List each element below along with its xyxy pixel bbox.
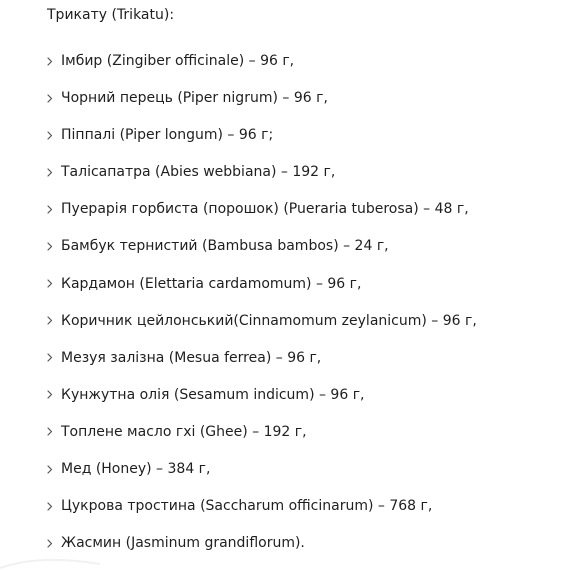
chevron-right-icon: [47, 88, 61, 108]
list-item-text: Чорний перець (Piper nigrum) – 96 г,: [61, 90, 328, 107]
chevron-right-icon: [47, 162, 61, 182]
chevron-right-icon: [47, 311, 61, 331]
chevron-right-icon: [47, 496, 61, 516]
decorative-swoosh: [0, 550, 110, 570]
ingredient-list: [47, 51, 477, 570]
list-item: [47, 199, 477, 236]
list-item-text: Жасмин (Jasminum grandiflorum).: [61, 535, 305, 552]
list-item-text: Кунжутна олія (Sesamum indicum) – 96 г,: [61, 386, 365, 403]
list-item-text: Імбир (Zingiber officinale) – 96 г,: [61, 53, 295, 69]
list-item-text: Піппалі (Piper longum) – 96 г;: [61, 127, 274, 144]
chevron-right-icon: [47, 348, 61, 368]
list-item-text: Талісапатра (Abies webbiana) – 192 г,: [61, 164, 336, 181]
list-item: [47, 533, 477, 570]
chevron-right-icon: [47, 422, 61, 442]
chevron-right-icon: [47, 125, 61, 145]
list-item-text: Пуерарія горбиста (порошок) (Pueraria tuberosa) – 48 г,: [61, 201, 469, 218]
list-item-text: Топлене масло гхі (Ghee) – 192 г,: [61, 423, 307, 440]
list-item: [47, 125, 477, 162]
list-item: [47, 236, 477, 273]
list-item-text: Кардамон (Elettaria cardamomum) – 96 г,: [61, 275, 362, 292]
chevron-right-icon: [47, 459, 61, 479]
list-item-text: Мезуя залізна (Mesua ferrea) – 96 г,: [61, 349, 322, 366]
list-item: [47, 88, 477, 125]
list-item: [47, 459, 477, 496]
list-item: [47, 162, 477, 199]
list-item: [47, 422, 477, 459]
list-item-text: Коричник цейлонський(Cinnamomum zeylanicum) – 96 г,: [61, 312, 477, 329]
section-heading: Трикату (Trikatu):: [47, 7, 175, 23]
chevron-right-icon: [47, 385, 61, 405]
list-item: [47, 51, 477, 88]
chevron-right-icon: [47, 236, 61, 256]
chevron-right-icon: [47, 51, 61, 71]
list-item: [47, 385, 477, 422]
list-item: [47, 311, 477, 348]
list-item: [47, 496, 477, 533]
chevron-right-icon: [47, 199, 61, 219]
list-item-text: Бамбук тернистий (Bambusa bambos) – 24 г,: [61, 238, 389, 255]
list-item-text: Мед (Honey) – 384 г,: [61, 461, 211, 478]
list-item-text: Цукрова тростина (Saccharum officinarum) – 768 г,: [61, 498, 433, 515]
chevron-right-icon: [47, 274, 61, 294]
list-item: [47, 348, 477, 385]
list-item: [47, 274, 477, 311]
